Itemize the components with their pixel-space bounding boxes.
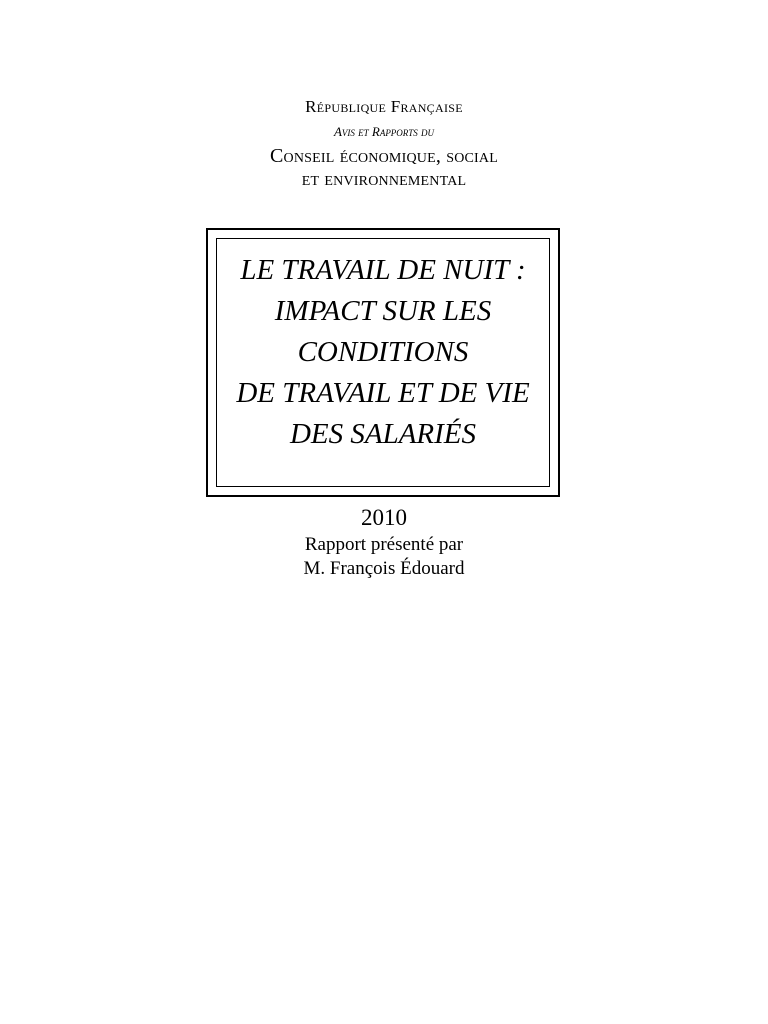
- conseil-name-line1: Conseil économique, social: [270, 145, 498, 167]
- title-line: DES SALARIÉS: [289, 418, 477, 450]
- title-frame: [206, 228, 560, 497]
- report-author: M. François Édouard: [303, 558, 465, 579]
- report-year: 2010: [361, 505, 407, 530]
- title-line: LE TRAVAIL DE NUIT :: [240, 254, 526, 286]
- avis-et-rapports: Avis et Rapports du: [333, 124, 435, 139]
- title-line: DE TRAVAIL ET DE VIE: [236, 377, 530, 409]
- footer-block: [0, 503, 768, 581]
- conseil-name-line2: et environnemental: [301, 168, 467, 190]
- header-block: [0, 96, 768, 190]
- republique-francaise: République Française: [305, 97, 463, 116]
- title-line: CONDITIONS: [297, 336, 469, 368]
- title-line: IMPACT SUR LES: [274, 295, 492, 327]
- report-title: [208, 250, 558, 455]
- rapport-presente-par: Rapport présenté par: [304, 534, 464, 555]
